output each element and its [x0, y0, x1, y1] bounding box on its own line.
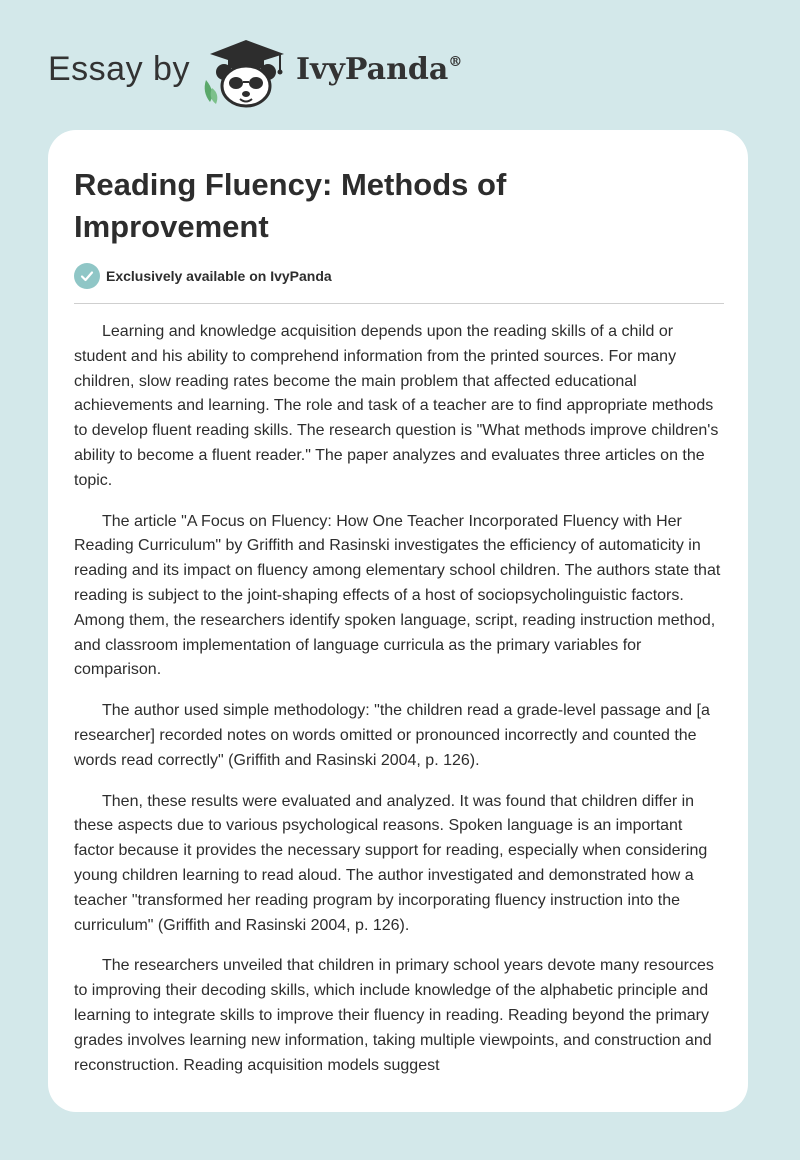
- essay-card: [48, 130, 748, 1112]
- essay-body: [74, 320, 726, 1094]
- check-circle-icon: [74, 263, 100, 289]
- paragraph: Learning and knowledge acquisition depends upon the reading skills of a child or student and his ability to comprehend information from the printed sources. For many children, slow reading rates become the main problem that affected educational achievements and learning. The role and task of a teacher are to find appropriate methods to develop fluent reading skills. The research question is "What methods improve children's ability to become a fluent reader." The paper analyzes and evaluates three articles on the topic.: [74, 323, 719, 489]
- badge-label: Exclusively available on IvyPanda: [106, 268, 332, 284]
- paragraph: Then, these results were evaluated and analyzed. It was found that children differ in these aspects due to various psychological reasons. Spoken language is an important factor because it provides the necessary support for reading, especially when considering young children learning to read aloud. The author investigated and demonstrated how a teacher "transformed her reading program by incorporating fluency instruction into the curriculum" (Griffith and Rasinski 2004, p. 126).: [74, 792, 708, 934]
- divider: [74, 303, 724, 304]
- paragraph: The author used simple methodology: "the children read a grade-level passage and [a researcher] recorded notes on words omitted or pronounced incorrectly and counted the words read correctly" (Griffith and Rasinski 2004, p. 126).: [74, 702, 710, 769]
- site-header: [0, 0, 800, 130]
- panda-logo-icon[interactable]: [200, 36, 290, 108]
- page-title: Reading Fluency: Methods of Improvement: [74, 167, 507, 244]
- essay-by-label: Essay by: [48, 50, 190, 88]
- paragraph: The researchers unveiled that children in primary school years devote many resources to improving their decoding skills, which include knowledge of the alphabetic principle and learning to integrate skills to improve their fluency in reading. Reading beyond the primary grades involves learning new information, taking multiple viewpoints, and construction and reconstruction. Reading acquisition models suggest: [74, 957, 714, 1074]
- paragraph: The article "A Focus on Fluency: How One Teacher Incorporated Fluency with Her Reading Curriculum" by Griffith and Rasinski investigates the efficiency of automaticity in reading and its impact on fluency among elementary school children. The authors state that reading is subject to the joint-shaping effects of a host of sociopsycholinguistic factors. Among them, the researchers identify spoken language, script, reading instruction method, and classroom implementation of language curricula as the primary variables for comparison.: [74, 512, 721, 679]
- exclusive-badge: [74, 263, 332, 289]
- brand-name[interactable]: IvyPanda®: [296, 52, 463, 87]
